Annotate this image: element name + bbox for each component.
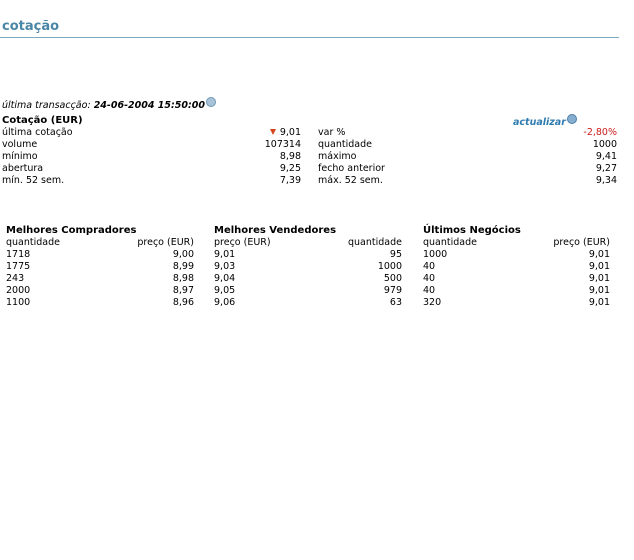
last-transaction-label: última transacção:: [2, 100, 91, 111]
table-cell: 63: [389, 297, 402, 308]
quote-value: 7,39: [279, 175, 301, 186]
quote-value: [270, 127, 301, 139]
variation-value: -2,80%: [583, 127, 617, 138]
quote-value: 107314: [264, 139, 301, 150]
table-row: [214, 273, 402, 285]
table-cell: 1100: [6, 297, 31, 308]
quote-title: Cotação (EUR): [2, 115, 83, 126]
table-header: [6, 237, 194, 249]
quote-label: máx. 52 sem.: [318, 175, 383, 186]
quote-row: [0, 127, 634, 139]
quote-label: quantidade: [318, 139, 372, 150]
quote-label: mín. 52 sem.: [2, 175, 65, 186]
table-cell: 500: [383, 273, 402, 284]
table-cell: 40: [423, 285, 436, 296]
header-divider: [0, 37, 619, 38]
table-row: [6, 249, 194, 261]
table-cell: 95: [389, 249, 402, 260]
refresh-button[interactable]: [513, 114, 577, 128]
table-cell: 1000: [377, 261, 402, 272]
table-cell: 320: [423, 297, 442, 308]
table-row: [423, 249, 610, 261]
table-row: [214, 297, 402, 309]
quote-value: 9,34: [595, 175, 617, 186]
table-row: [6, 273, 194, 285]
quote-value: 9,25: [279, 163, 301, 174]
table-cell: 9,06: [214, 297, 236, 308]
table-cell: 8,98: [172, 273, 194, 284]
quote-label: var %: [318, 127, 346, 138]
table-row: [423, 285, 610, 297]
table-cell: 9,04: [214, 273, 236, 284]
column-header: quantidade: [6, 237, 60, 248]
best-buyers-table: [6, 224, 194, 309]
quote-row: [0, 163, 634, 175]
table-cell: 1775: [6, 261, 31, 272]
quote-label: última cotação: [2, 127, 73, 138]
table-cell: 8,99: [172, 261, 194, 272]
table-cell: 8,97: [172, 285, 194, 296]
table-cell: 243: [6, 273, 25, 284]
table-cell: 9,01: [588, 297, 610, 308]
table-header: [423, 237, 610, 249]
table-cell: 1000: [423, 249, 448, 260]
refresh-label[interactable]: actualizar: [513, 117, 566, 128]
quote-label: abertura: [2, 163, 44, 174]
quote-row: [0, 139, 634, 151]
table-row: [423, 297, 610, 309]
last-transaction-timestamp: 24-06-2004 15:50:00: [93, 100, 206, 111]
best-buyers-title: Melhores Compradores: [6, 225, 137, 236]
last-deals-table: [423, 224, 610, 309]
quote-value: 9,41: [595, 151, 617, 162]
table-cell: 8,96: [172, 297, 194, 308]
table-row: [214, 261, 402, 273]
last-transaction: [2, 97, 216, 111]
column-header: preço (EUR): [137, 237, 194, 248]
table-header: [214, 237, 402, 249]
quote-label: máximo: [318, 151, 357, 162]
last-deals-title: Últimos Negócios: [423, 225, 521, 236]
table-row: [214, 285, 402, 297]
table-cell: 2000: [6, 285, 31, 296]
table-cell: 40: [423, 261, 436, 272]
quote-label: fecho anterior: [318, 163, 385, 174]
table-cell: 9,01: [588, 273, 610, 284]
column-header: preço (EUR): [214, 237, 271, 248]
table-cell: 9,03: [214, 261, 236, 272]
quote-row: [0, 175, 634, 187]
table-cell: 1718: [6, 249, 31, 260]
quote-label: mínimo: [2, 151, 38, 162]
help-icon[interactable]: [206, 97, 216, 107]
quote-value: 8,98: [279, 151, 301, 162]
down-arrow-icon: [270, 129, 276, 135]
table-cell: 9,05: [214, 285, 236, 296]
column-header: quantidade: [348, 237, 402, 248]
quote-value: 9,27: [595, 163, 617, 174]
table-cell: 9,00: [172, 249, 194, 260]
table-cell: 9,01: [588, 261, 610, 272]
table-row: [214, 249, 402, 261]
table-row: [6, 261, 194, 273]
quote-label: volume: [2, 139, 38, 150]
quote-grid: [0, 127, 634, 187]
quote-row: [0, 151, 634, 163]
column-header: preço (EUR): [553, 237, 610, 248]
table-cell: 9,01: [214, 249, 236, 260]
table-cell: 9,01: [588, 285, 610, 296]
table-row: [6, 285, 194, 297]
table-cell: 9,01: [588, 249, 610, 260]
refresh-icon[interactable]: [567, 114, 577, 124]
last-price-value: 9,01: [279, 127, 301, 138]
best-sellers-title: Melhores Vendedores: [214, 225, 337, 236]
table-cell: 40: [423, 273, 436, 284]
table-row: [423, 261, 610, 273]
table-cell: 979: [383, 285, 402, 296]
quote-value: 1000: [592, 139, 617, 150]
table-row: [423, 273, 610, 285]
column-header: quantidade: [423, 237, 477, 248]
table-row: [6, 297, 194, 309]
best-sellers-table: [214, 224, 402, 309]
page-title: cotação: [2, 19, 60, 34]
